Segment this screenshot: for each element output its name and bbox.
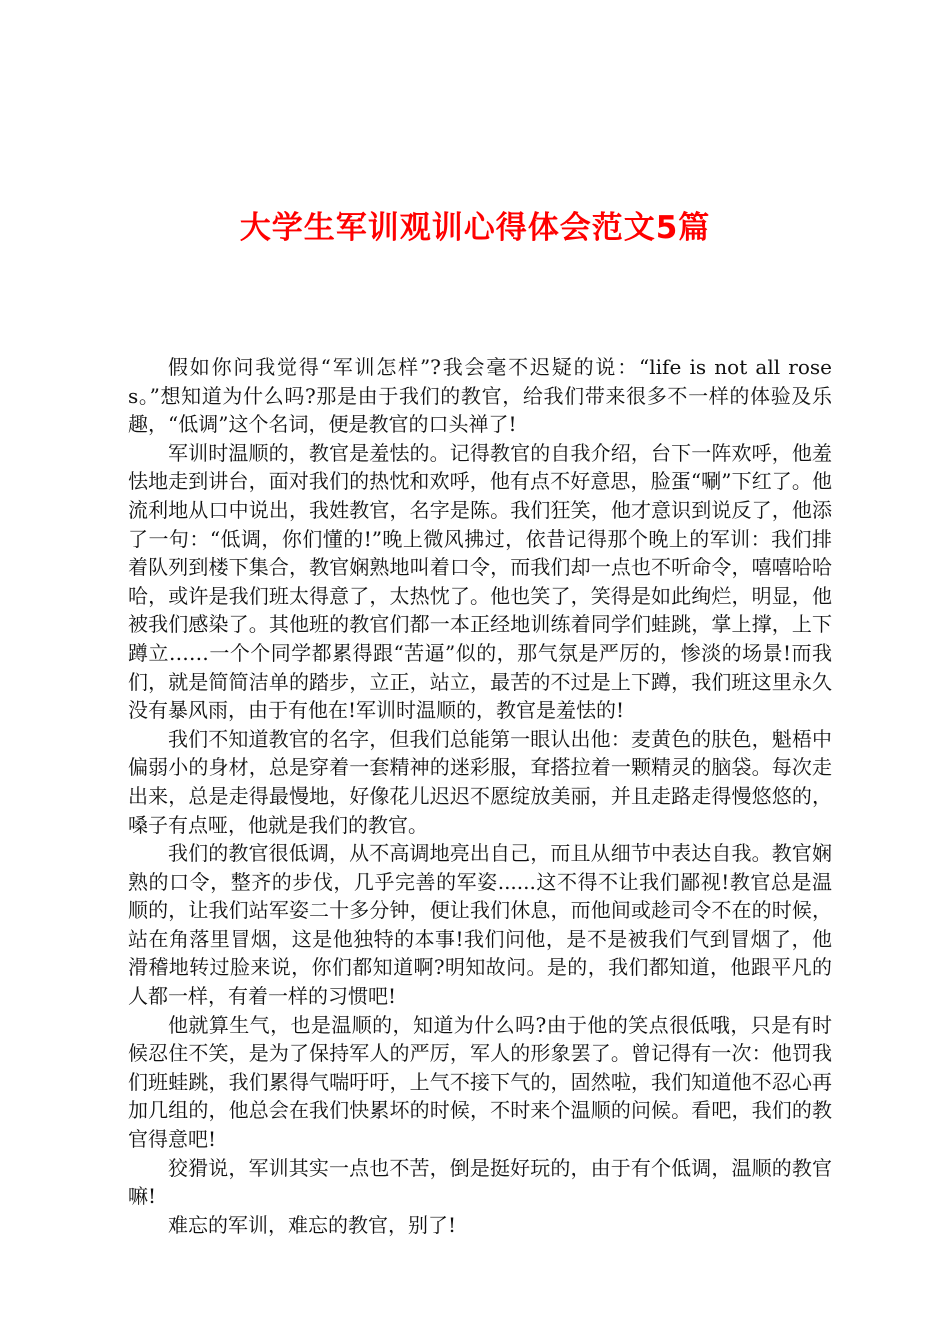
document-title: 大学生军训观训心得体会范文5篇: [239, 210, 711, 246]
paragraph: 军训时温顺的，教官是羞怯的。记得教官的自我介绍，台下一阵欢呼，他羞怯地走到讲台，面对我们的热忱和欢呼，他有点不好意思，脸蛋“唰”下红了。他流利地从口中说出，我姓教官，名字是陈。我们狂笑，他才意识到说反了，他添了一句：“低调，你们懂的!”晚上微风拂过，依昔记得那个晚上的军训：我们排着队列到楼下集合，教官娴熟地叫着口令，而我们却一点也不听命令，嘻嘻哈哈哈，或许是我们班太得意了，太热忱了。他也笑了，笑得是如此绚烂，明显，他被我们感染了。其他班的教官们都一本正经地训练着同学们蛙跳，掌上撑，上下蹲立……一个个同学都累得跟“苦逼”似的，那气氛是严厉的，惨淡的场景!而我们，就是简简洁单的踏步，立正，站立，最苦的不过是上下蹲，我们班这里永久没有暴风雨，由于有他在!军训时温顺的，教官是羞怯的!: [128, 440, 832, 723]
paragraph: 我们的教官很低调，从不高调地亮出自己，而且从细节中表达自我。教官娴熟的口令，整齐的步伐，几乎完善的军姿......这不得不让我们鄙视!教官总是温顺的，让我们站军姿二十多分钟，便让我们休息，而他间或趁司令不在的时候，站在角落里冒烟，这是他独特的本事!我们问他，是不是被我们气到冒烟了，他滑稽地转过脸来说，你们都知道啊?明知故问。是的，我们都知道，他跟平凡的人都一样，有着一样的习惯吧!: [128, 841, 832, 1009]
document-body: [128, 353, 832, 1239]
paragraph: 假如你问我觉得“军训怎样”?我会毫不迟疑的说：“life is not all roses。”想知道为什么吗?那是由于我们的教官，给我们带来很多不一样的体验及乐趣，“低调”这个名词，便是教官的口头禅了!: [128, 355, 832, 437]
paragraph: 他就算生气，也是温顺的，知道为什么吗?由于他的笑点很低哦，只是有时候忍住不笑，是为了保持军人的严厉，军人的形象罢了。曾记得有一次：他罚我们班蛙跳，我们累得气喘吁吁，上气不接下气的，固然啦，我们知道他不忍心再加几组的，他总会在我们快累坏的时候，不时来个温顺的问候。看吧，我们的教官得意吧!: [128, 1012, 832, 1152]
paragraph: 狡猾说，军训其实一点也不苦，倒是挺好玩的，由于有个低调，温顺的教官嘛!: [128, 1155, 832, 1209]
paragraph: 难忘的军训，难忘的教官，别了!: [168, 1212, 457, 1237]
paragraph: 我们不知道教官的名字，但我们总能第一眼认出他：麦黄色的肤色，魁梧中偏弱小的身材，总是穿着一套精神的迷彩服，耷搭拉着一颗精灵的脑袋。每次走出来，总是走得最慢地，好像花儿迟迟不愿绽放美丽，并且走路走得慢悠悠的，嗓子有点哑，他就是我们的教官。: [128, 726, 832, 837]
